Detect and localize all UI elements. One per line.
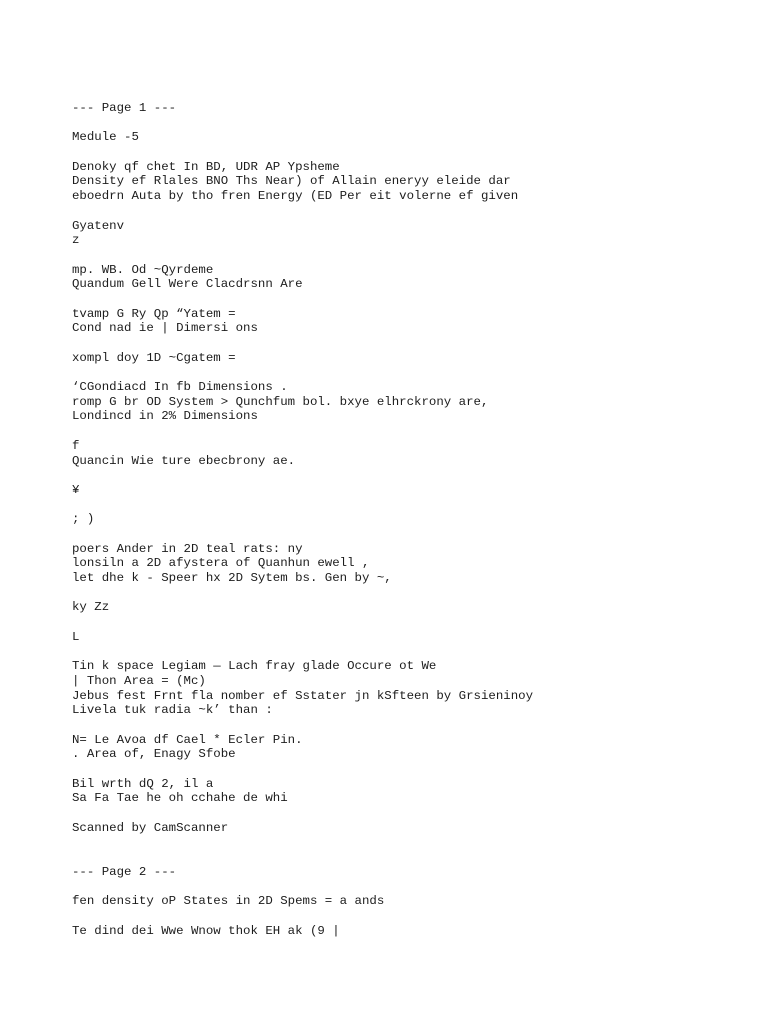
text-line: Denoky qf chet In BD, UDR AP Ypsheme bbox=[72, 159, 340, 174]
blank-line bbox=[72, 116, 752, 131]
text-line: z bbox=[72, 233, 80, 248]
text-line: | Thon Area = (Mc) bbox=[72, 673, 206, 688]
text-line: N= Le Avoa df Cael * Ecler Pin. bbox=[72, 732, 303, 747]
text-line: Quancin Wie ture ebecbrony ae. bbox=[72, 453, 296, 468]
blank-line bbox=[72, 586, 752, 601]
blank-line bbox=[72, 365, 752, 380]
text-line: Bil wrth dQ 2, il a bbox=[72, 776, 214, 791]
text-line: mp. WB. Od ~Qyrdeme bbox=[72, 262, 214, 277]
blank-line bbox=[72, 424, 752, 439]
blank-line bbox=[72, 248, 752, 263]
text-line: xompl doy 1D ~Cgatem = bbox=[72, 350, 236, 365]
blank-line bbox=[72, 879, 752, 894]
text-line: L bbox=[72, 629, 80, 644]
text-line: Density ef Rlales BNO Ths Near) of Allain eneryy eleide dar bbox=[72, 174, 511, 189]
text-line: ky Zz bbox=[72, 600, 110, 615]
text-line: f bbox=[72, 438, 80, 453]
module-title: Medule -5 bbox=[72, 130, 139, 145]
blank-line bbox=[72, 835, 752, 850]
page-1-header: --- Page 1 --- bbox=[72, 101, 177, 115]
text-line: Londincd in 2% Dimensions bbox=[72, 409, 258, 424]
text-line: let dhe k - Speer hx 2D Sytem bs. Gen by ~, bbox=[72, 571, 392, 585]
text-line: ; ) bbox=[72, 512, 95, 527]
text-line: romp G br OD System > Qunchfum bol. bxye elhrckrony are, bbox=[72, 394, 489, 409]
text-line: Gyatenv bbox=[72, 218, 125, 233]
text-line: . Area of, Enagy Sfobe bbox=[72, 747, 236, 762]
blank-line bbox=[72, 145, 752, 160]
text-line: fen density oP States in 2D Spems = a ands bbox=[72, 894, 385, 909]
blank-line bbox=[72, 527, 752, 542]
blank-line bbox=[72, 806, 752, 821]
text-line: Livela tuk radia ~k’ than : bbox=[72, 703, 273, 718]
blank-line bbox=[72, 615, 752, 630]
page-2-header: --- Page 2 --- bbox=[72, 864, 177, 879]
blank-line bbox=[72, 718, 752, 733]
text-line: poers Ander in 2D teal rats: ny bbox=[72, 541, 303, 556]
text-line: Tin k space Legiam — Lach fray glade Occure ot We bbox=[72, 659, 437, 674]
blank-line bbox=[72, 292, 752, 307]
blank-line bbox=[72, 644, 752, 659]
text-line: Cond nad ie | Dimersi ons bbox=[72, 321, 258, 336]
text-line: ¥ bbox=[72, 482, 80, 497]
scanner-footer: Scanned by CamScanner bbox=[72, 820, 229, 835]
blank-line bbox=[72, 204, 752, 219]
text-line: Jebus fest Frnt fla nomber ef Sstater jn kSfteen by Grsieninoy bbox=[72, 688, 534, 703]
text-line: Te dind dei Wwe Wnow thok EH ak (9 | bbox=[72, 923, 340, 938]
text-line: ‘CGondiacd In fb Dimensions . bbox=[72, 380, 288, 395]
text-line: Sa Fa Tae he oh cchahe de whi bbox=[72, 791, 288, 806]
text-line: lonsiln a 2D afystera of Quanhun ewell , bbox=[72, 556, 370, 571]
document-text-body bbox=[72, 101, 752, 938]
text-line: tvamp G Ry Qp “Yatem = bbox=[72, 306, 236, 321]
blank-line bbox=[72, 336, 752, 351]
text-line: Quandum Gell Were Clacdrsnn Are bbox=[72, 277, 303, 292]
text-line: eboedrn Auta by tho fren Energy (ED Per eit volerne ef given bbox=[72, 189, 519, 204]
blank-line bbox=[72, 762, 752, 777]
blank-line bbox=[72, 850, 752, 865]
blank-line bbox=[72, 468, 752, 483]
blank-line bbox=[72, 909, 752, 924]
blank-line bbox=[72, 498, 752, 513]
